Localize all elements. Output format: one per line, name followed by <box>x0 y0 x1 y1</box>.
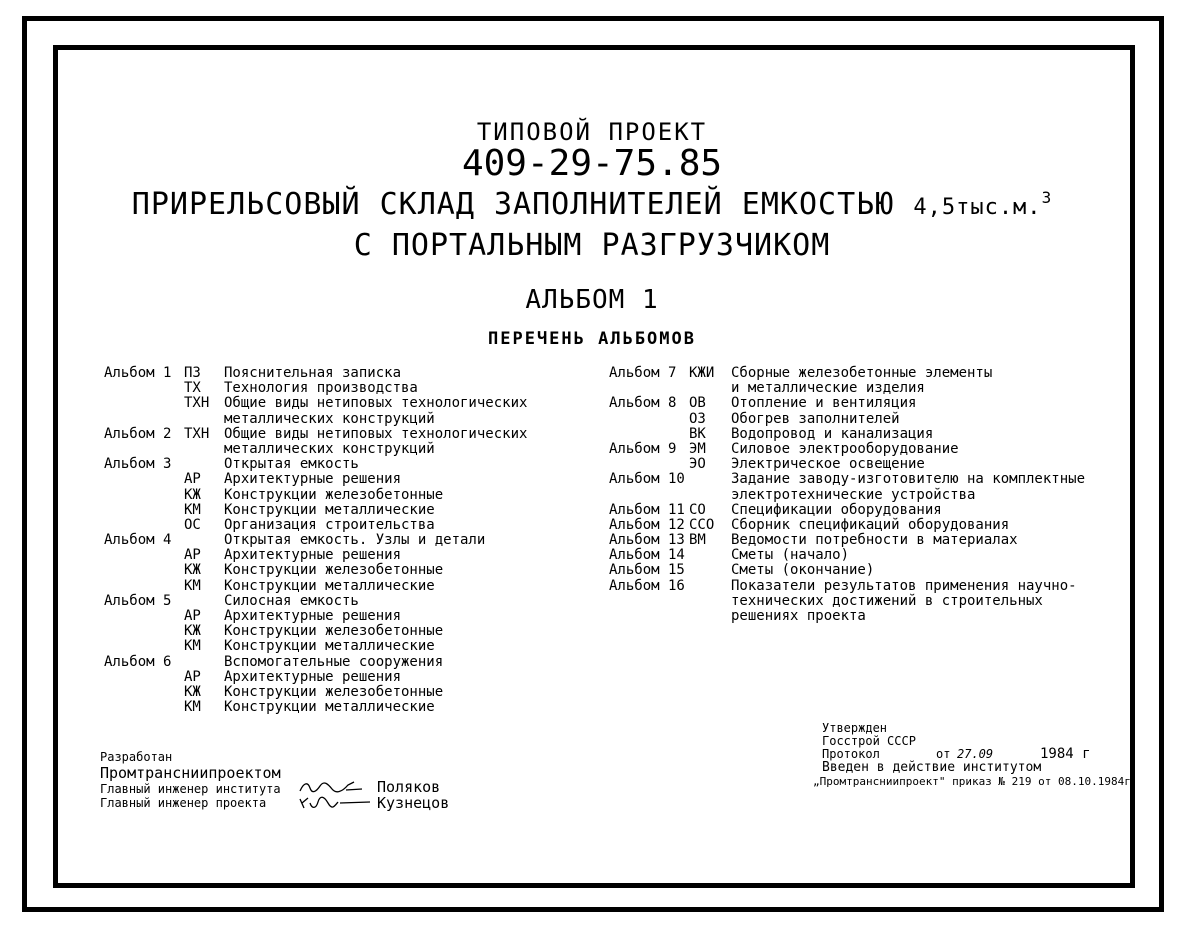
list-item <box>609 412 1129 427</box>
list-item <box>104 655 574 670</box>
section-code: СО <box>689 501 706 518</box>
album-number: Альбом 11 <box>609 501 685 518</box>
list-item <box>609 396 1129 411</box>
album-number: Альбом 10 <box>609 471 685 488</box>
approval-line-4: Введен в действие институтом <box>822 760 1042 775</box>
section-title: Конструкции металлические <box>224 699 435 716</box>
album-number: Альбом 2 <box>104 425 172 442</box>
section-title: решениях проекта <box>731 608 866 624</box>
list-item <box>104 366 574 381</box>
list-item <box>609 488 1129 503</box>
list-item <box>104 427 574 442</box>
section-title: Спецификации оборудования <box>731 501 942 518</box>
list-item <box>609 427 1129 442</box>
list-item <box>609 609 1129 624</box>
section-title: Общие виды нетиповых технологических <box>224 395 528 412</box>
section-title: Пояснительная записка <box>224 365 402 381</box>
list-item <box>104 533 574 548</box>
list-item <box>609 472 1129 487</box>
section-title: Водопровод и канализация <box>731 425 934 442</box>
section-code: АР <box>184 471 201 488</box>
approval-year: 1984 г <box>1040 746 1091 762</box>
section-title: Конструкции металлические <box>224 577 435 594</box>
album-number: Альбом 9 <box>609 440 677 457</box>
album-number: Альбом 3 <box>104 456 172 473</box>
section-code: ОЗ <box>689 410 706 427</box>
section-code: КЖИ <box>689 365 715 381</box>
section-title: Открытая емкость. Узлы и детали <box>224 532 486 549</box>
project-title-line2: С ПОРТАЛЬНЫМ РАЗГРУЗЧИКОМ <box>353 228 831 263</box>
list-item <box>104 488 574 503</box>
section-code: ОВ <box>689 395 706 412</box>
section-title: Технология производства <box>224 380 418 397</box>
section-title: Архитектурные решения <box>224 471 402 488</box>
list-item <box>609 503 1129 518</box>
section-code: КЖ <box>184 683 201 700</box>
section-title: Конструкции железобетонные <box>224 562 444 579</box>
developer-name-2: Кузнецов <box>377 794 450 812</box>
section-code: ВК <box>689 425 706 442</box>
section-title: Архитектурные решения <box>224 547 402 564</box>
section-title: Отопление и вентиляция <box>731 395 917 412</box>
approval-date: 27.09 <box>957 747 994 761</box>
album-heading: АЛЬБОМ 1 <box>525 285 659 315</box>
capacity-superscript: 3 <box>1041 188 1053 207</box>
section-title: Организация строительства <box>224 516 435 533</box>
list-item <box>104 548 574 563</box>
approval-line-2: Госстрой СССР <box>822 734 916 748</box>
capacity-unit: тыс.м. <box>956 195 1042 220</box>
section-title: Вспомогательные сооружения <box>224 653 444 670</box>
section-code: ЭМ <box>689 440 706 457</box>
section-title: Сметы (начало) <box>731 547 850 564</box>
developer-role-1: Главный инженер института <box>100 782 281 796</box>
section-title: Открытая емкость <box>224 456 359 473</box>
album-number: Альбом 14 <box>609 547 685 564</box>
section-code: АР <box>184 668 201 685</box>
right-album-list <box>609 366 1129 624</box>
project-number: 409-29-75.85 <box>461 143 723 184</box>
section-title: Конструкции железобетонные <box>224 486 444 503</box>
section-code: ТХН <box>184 425 210 442</box>
project-type-heading: ТИПОВОЙ ПРОЕКТ <box>476 118 708 146</box>
album-number: Альбом 13 <box>609 532 685 549</box>
list-item <box>104 457 574 472</box>
section-title: Задание заводу-изготовителю на комплектные <box>731 471 1086 488</box>
list-item <box>104 670 574 685</box>
approval-line-5: „Промтрансниипроект" приказ № 219 от 08.10.1984г <box>813 775 1131 788</box>
section-title: Архитектурные решения <box>224 608 402 624</box>
list-item <box>104 472 574 487</box>
section-code: КЖ <box>184 562 201 579</box>
section-title: электротехнические устройства <box>731 486 976 503</box>
section-title: Силосная емкость <box>224 592 359 609</box>
section-code: ССО <box>689 516 715 533</box>
list-item <box>609 366 1129 381</box>
section-code: КМ <box>184 501 201 518</box>
section-code: ТХ <box>184 380 201 397</box>
list-item <box>609 594 1129 609</box>
list-item <box>609 579 1129 594</box>
approval-line-1: Утвержден <box>822 721 888 735</box>
section-code: ОС <box>184 516 201 533</box>
album-number: Альбом 12 <box>609 516 685 533</box>
list-item <box>104 700 574 715</box>
list-item <box>104 594 574 609</box>
list-item <box>609 548 1129 563</box>
section-code: КМ <box>184 638 201 655</box>
album-number: Альбом 15 <box>609 562 685 579</box>
list-item <box>104 396 574 411</box>
section-title: Конструкции металлические <box>224 501 435 518</box>
capacity-value: 4,5 <box>913 195 957 220</box>
album-list-heading: ПЕРЕЧЕНЬ АЛЬБОМОВ <box>488 329 696 349</box>
section-title: Сборник спецификаций оборудования <box>731 516 1010 533</box>
section-code: ПЗ <box>184 365 201 381</box>
list-item <box>104 381 574 396</box>
section-code: КЖ <box>184 623 201 640</box>
section-code: ТХН <box>184 395 210 412</box>
section-title: металлических конструкций <box>224 440 435 457</box>
section-code: АР <box>184 608 201 624</box>
list-item <box>609 533 1129 548</box>
list-item <box>104 442 574 457</box>
list-item <box>609 457 1129 472</box>
album-number: Альбом 5 <box>104 592 172 609</box>
developer-name-1: Поляков <box>377 778 441 796</box>
section-title: и металлические изделия <box>731 380 925 397</box>
left-album-list <box>104 366 574 715</box>
section-code: АР <box>184 547 201 564</box>
section-title: Сметы (окончание) <box>731 562 875 579</box>
section-title: Конструкции железобетонные <box>224 623 444 640</box>
list-item <box>609 518 1129 533</box>
developer-role-2: Главный инженер проекта <box>100 796 267 810</box>
section-title: металлических конструкций <box>224 410 435 427</box>
section-title: Общие виды нетиповых технологических <box>224 425 528 442</box>
signature-kuznetsov <box>298 793 372 811</box>
album-number: Альбом 16 <box>609 577 685 594</box>
section-title: Силовое электрооборудование <box>731 440 959 457</box>
developer-org: Промтрансниипроектом <box>100 764 281 782</box>
section-code: КМ <box>184 577 201 594</box>
section-code: ЭО <box>689 456 706 473</box>
list-item <box>104 624 574 639</box>
list-item <box>104 412 574 427</box>
album-number: Альбом 8 <box>609 395 677 412</box>
approval-from-label: от <box>936 747 951 761</box>
list-item <box>104 563 574 578</box>
section-title: Обогрев заполнителей <box>731 410 900 427</box>
section-code: КЖ <box>184 486 201 503</box>
album-number: Альбом 4 <box>104 532 172 549</box>
list-item <box>104 518 574 533</box>
section-title: Конструкции металлические <box>224 638 435 655</box>
album-number: Альбом 7 <box>609 365 677 381</box>
list-item <box>609 442 1129 457</box>
section-code: КМ <box>184 699 201 716</box>
list-item <box>104 609 574 624</box>
list-item <box>104 503 574 518</box>
section-title: Показатели результатов применения научно- <box>731 577 1077 594</box>
list-item <box>609 381 1129 396</box>
section-title: Конструкции железобетонные <box>224 683 444 700</box>
list-item <box>609 563 1129 578</box>
section-code: ВМ <box>689 532 706 549</box>
list-item <box>104 639 574 654</box>
project-title-text: ПРИРЕЛЬСОВЫЙ СКЛАД ЗАПОЛНИТЕЛЕЙ ЕМКОСТЬЮ <box>131 187 895 222</box>
section-title: Ведомости потребности в материалах <box>731 532 1018 549</box>
project-title-line1 <box>0 187 1184 222</box>
section-title: Электрическое освещение <box>731 456 925 473</box>
album-number: Альбом 1 <box>104 365 172 381</box>
list-item <box>104 579 574 594</box>
section-title: технических достижений в строительных <box>731 592 1043 609</box>
approval-protocol-label: Протокол <box>822 747 880 761</box>
list-item <box>104 685 574 700</box>
developer-label: Разработан <box>100 750 173 764</box>
album-number: Альбом 6 <box>104 653 172 670</box>
section-title: Архитектурные решения <box>224 668 402 685</box>
section-title: Сборные железобетонные элементы <box>731 365 993 381</box>
